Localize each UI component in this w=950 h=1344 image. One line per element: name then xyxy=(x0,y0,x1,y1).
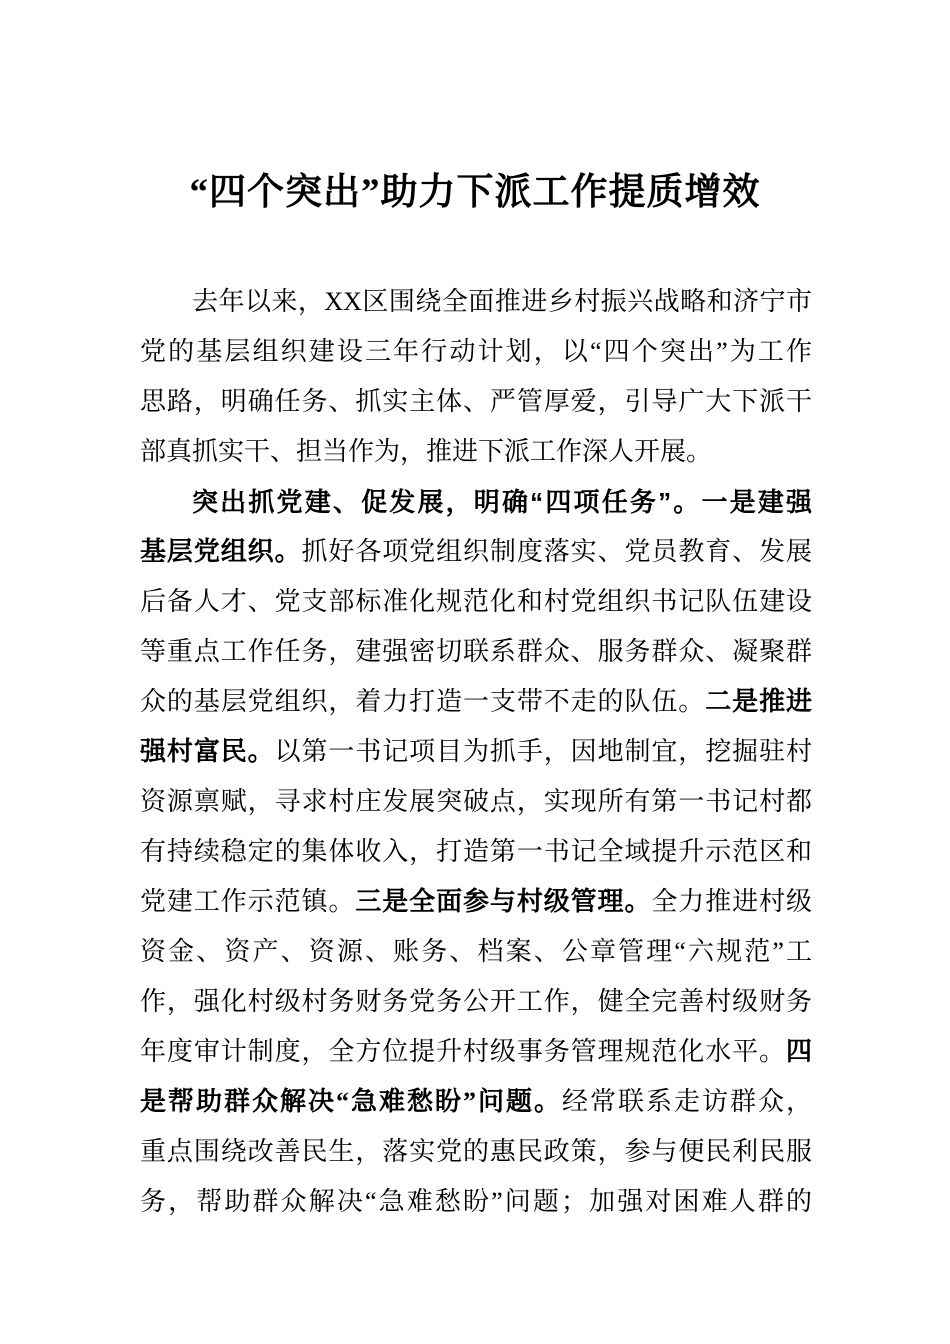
text-line xyxy=(140,1177,812,1227)
text-line xyxy=(140,1077,812,1127)
text-line xyxy=(140,977,812,1027)
text-line xyxy=(140,1027,812,1077)
emphasis-text: 二是推进 xyxy=(705,687,812,716)
body-text: 年度审计制度，全方位提升村级事务管理规范化水平。 xyxy=(140,1037,786,1066)
four-tasks-paragraph xyxy=(140,477,812,1227)
document-body xyxy=(140,277,812,1227)
body-text: 全力推进村级 xyxy=(651,887,812,916)
body-text: 有持续稳定的集体收入，打造第一书记全域提升示范区和 xyxy=(140,837,812,866)
emphasis-text: 一是建强 xyxy=(701,488,812,517)
emphasis-text: 三是全面参与村级管理。 xyxy=(355,887,652,916)
text-line xyxy=(140,877,812,927)
text-line xyxy=(140,777,812,827)
body-text: 抓好各项党组织制度落实、党员教育、发展 xyxy=(301,537,812,566)
text-line xyxy=(140,377,812,427)
body-text: 资源禀赋，寻求村庄发展突破点，实现所有第一书记村都 xyxy=(140,787,812,816)
body-text: 思路，明确任务、抓实主体、严管厚爱，引导广大下派干 xyxy=(140,387,812,416)
body-text: 以第一书记项目为抓手，因地制宜，挖掘驻村 xyxy=(274,737,812,766)
body-text: 党建工作示范镇。 xyxy=(140,887,356,916)
body-text: 务，帮助群众解决“急难愁盼”问题；加强对困难人群的 xyxy=(140,1187,812,1216)
emphasis-text: 强村富民。 xyxy=(140,737,275,766)
body-text: 去年以来，XX区围绕全面推进乡村振兴战略和济宁市 xyxy=(192,287,812,316)
emphasis-text: 突出抓党建、促发展，明确“四项任务”。 xyxy=(192,487,702,517)
text-line xyxy=(140,277,812,327)
body-text: 党的基层组织建设三年行动计划，以“四个突出”为工作 xyxy=(140,337,812,366)
text-line xyxy=(140,327,812,377)
body-text: 等重点工作任务，建强密切联系群众、服务群众、凝聚群 xyxy=(140,637,812,666)
body-text: 重点围绕改善民生，落实党的惠民政策，参与便民利民服 xyxy=(140,1137,812,1166)
body-text: 作，强化村级村务财务党务公开工作，健全完善村级财务 xyxy=(140,987,812,1016)
text-line xyxy=(140,577,812,627)
emphasis-text: 是帮助群众解决“急难愁盼”问题。 xyxy=(140,1087,562,1116)
body-text: 资金、资产、资源、账务、档案、公章管理“六规范”工 xyxy=(140,937,812,966)
intro-paragraph xyxy=(140,277,812,477)
text-line xyxy=(140,677,812,727)
text-line xyxy=(140,1127,812,1177)
text-line xyxy=(140,427,812,477)
text-line xyxy=(140,827,812,877)
emphasis-text: 四 xyxy=(785,1037,812,1066)
text-line xyxy=(140,527,812,577)
text-line xyxy=(140,927,812,977)
document-title: “四个突出”助力下派工作提质增效 xyxy=(189,172,761,213)
body-text: 经常联系走访群众， xyxy=(561,1087,812,1116)
text-line xyxy=(140,727,812,777)
body-text: 后备人才、党支部标准化规范化和村党组织书记队伍建设 xyxy=(140,587,812,616)
emphasis-text: 基层党组织。 xyxy=(140,537,302,566)
body-text: 众的基层党组织，着力打造一支带不走的队伍。 xyxy=(140,687,706,716)
body-text: 部真抓实干、担当作为，推进下派工作深人开展。 xyxy=(140,437,713,466)
text-line xyxy=(140,477,812,527)
text-line xyxy=(140,627,812,677)
